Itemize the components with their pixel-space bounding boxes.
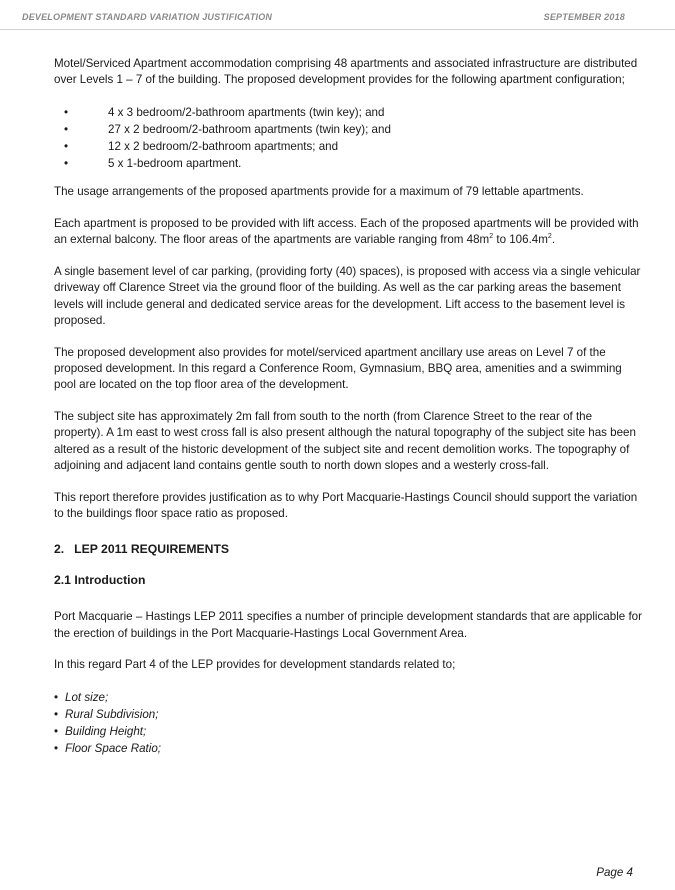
paragraph-basement-parking: A single basement level of car parking, (providing forty (40) spaces), is proposed with access via a single vehicular driveway off Clarence Street via the ground floor of the building. As well as the car parking areas the basement levels will include general and dedicated service areas for the development. Lift access to the basement level is proposed.	[54, 264, 641, 327]
paragraph-lift-access	[54, 216, 644, 249]
paragraph-apartment-accommodation: Motel/Serviced Apartment accommodation comprising 48 apartments and associated infrastructure are distributed over Levels 1 – 7 of the building. The proposed development provides for the following apartment configuration;	[54, 57, 638, 87]
section-title: LEP 2011 REQUIREMENTS	[74, 542, 230, 557]
list-item: • Building Height;	[54, 723, 644, 740]
paragraph-lift-access-text-end: .	[551, 233, 556, 247]
section-heading	[54, 541, 644, 557]
apartment-configuration-list	[54, 104, 644, 172]
paragraph-lep-standards: Port Macquarie – Hastings LEP 2011 specifies a number of principle development standards that are applicable for the erection of buildings in the Port Macquarie-Hastings Local Government Area.	[54, 610, 642, 640]
paragraph-usage-arrangements: The usage arrangements of the proposed apartments provide for a maximum of 79 lettable apartments.	[54, 185, 584, 199]
list-item: • 12 x 2 bedroom/2-bathroom apartments; and	[54, 138, 644, 155]
superscript-2: 2	[547, 233, 552, 241]
subsection-heading: 2.1 Introduction	[54, 573, 146, 588]
paragraph-lift-access-text: Each apartment is proposed to be provided with lift access. Each of the proposed apartments will be provided with an external balcony. The floor areas of the apartments are variable ranging from 48m	[54, 216, 639, 247]
superscript-2: 2	[489, 233, 494, 241]
header-divider	[0, 29, 675, 30]
paragraph-lift-access-text-mid: to 106.4m	[493, 233, 548, 247]
paragraph-site-topography: The subject site has approximately 2m fall from south to the north (from Clarence Street to the rear of the property). A 1m east to west cross fall is also present although the natural topography of the subject site has been altered as a result of the historic development of the subject site and recent demolition works. The topography of adjoining and adjacent land contains gentle south to north down slopes and a westerly cross-fall.	[54, 410, 636, 472]
paragraph-justification: This report therefore provides justification as to why Port Macquarie-Hastings Council should support the variation to the buildings floor space ratio as proposed.	[54, 490, 638, 521]
list-item: • Floor Space Ratio;	[54, 740, 644, 757]
list-item: • 27 x 2 bedroom/2-bathroom apartments (twin key); and	[54, 121, 644, 138]
page-number: Page 4	[596, 866, 633, 879]
running-header-title: DEVELOPMENT STANDARD VARIATION JUSTIFICATION	[22, 12, 273, 22]
list-item: • Rural Subdivision;	[54, 706, 644, 723]
list-item: • 4 x 3 bedroom/2-bathroom apartments (twin key); and	[54, 104, 644, 121]
list-item: • Lot size;	[54, 689, 644, 706]
paragraph-part-4: In this regard Part 4 of the LEP provides for development standards related to;	[54, 658, 456, 672]
document-body	[54, 56, 644, 757]
development-standards-list	[54, 689, 644, 757]
paragraph-ancillary-use: The proposed development also provides for motel/serviced apartment ancillary use areas on Level 7 of the proposed development. In this regard a Conference Room, Gymnasium, BBQ area, amenities and a swimming pool are located on the top floor area of the development.	[54, 345, 622, 392]
list-item: • 5 x 1-bedroom apartment.	[54, 155, 644, 172]
section-number: 2.	[54, 542, 65, 557]
running-header-date: SEPTEMBER 2018	[543, 12, 625, 22]
